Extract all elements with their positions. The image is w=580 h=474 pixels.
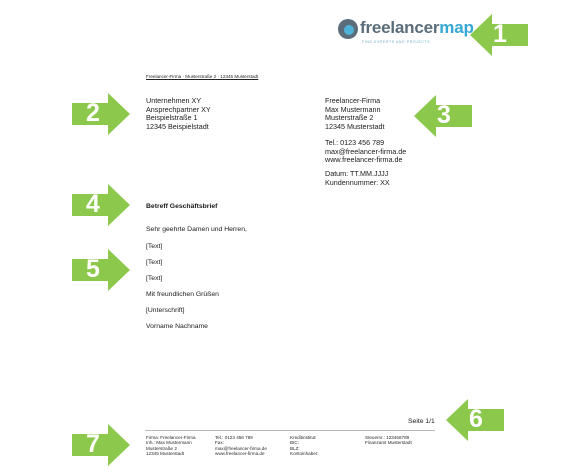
footer-line: BLZ: (290, 445, 300, 451)
footer-line: Steuernr.: 123456789 (365, 435, 410, 440)
sender-line: 12345 Musterstadt (325, 122, 385, 132)
footer-line: www.freelancer-firma.de (215, 451, 265, 457)
annotation-number: 4 (86, 190, 100, 218)
sender-line: Freelancer-Firma (325, 96, 381, 105)
sender-website: www.freelancer-firma.de (325, 155, 403, 165)
salutation: Sehr geehrte Damen und Herren, (146, 226, 247, 233)
sender-line: Musterstraße 2 (325, 113, 374, 123)
footer-line: Musterstraße 2 (146, 445, 177, 451)
recipient-line: Beispielstraße 1 (146, 113, 198, 123)
footer-line: 12345 Musterstadt (146, 451, 185, 457)
footer-line: Kreditinstitut: (290, 435, 317, 440)
letter-subject: Betreff Geschäftsbrief (146, 203, 218, 210)
footer-line: Fax: (215, 440, 224, 446)
footer-line: BIC: (290, 440, 299, 446)
footer-divider (145, 430, 435, 431)
logo-mark-icon (338, 19, 358, 39)
sender-email: max@freelancer-firma.de (325, 146, 407, 156)
footer-company (146, 435, 196, 457)
text-placeholder: [Text] (146, 275, 163, 282)
annotation-arrow-3 (414, 95, 472, 137)
footer-line: Tel.: 0123 456 789 (215, 435, 253, 440)
annotation-arrow-2 (72, 93, 130, 135)
annotation-arrow-5 (72, 249, 130, 291)
footer-line: Finanzamt Musterstadt (365, 440, 412, 446)
sender-line: Max Mustermann (325, 104, 381, 114)
closing-line: Mit freundlichen Grüßen (146, 291, 219, 298)
customer-number: Kundennummer: XX (325, 177, 390, 187)
sender-contact (325, 139, 406, 165)
text-placeholder: [Text] (146, 259, 163, 266)
annotation-number: 5 (86, 255, 100, 283)
annotation-arrow-1 (470, 14, 528, 56)
text-placeholder: [Text] (146, 243, 163, 250)
annotation-number: 7 (86, 430, 100, 458)
sender-return-line: Freelancer-Firma · Musterstraße 2 · 12345 Musterstadt (146, 74, 259, 79)
freelancermap-logo (338, 18, 474, 48)
footer-line: max@freelancer-firma.de (215, 445, 267, 451)
signature-placeholder: [Unterschrift] (146, 307, 185, 314)
recipient-address (146, 97, 211, 132)
footer-tax (365, 435, 412, 446)
footer-bank (290, 435, 319, 457)
annotation-number: 3 (437, 101, 451, 129)
recipient-line: 12345 Beispielstadt (146, 122, 209, 132)
annotation-arrow-7 (72, 424, 130, 466)
annotation-number: 2 (86, 99, 100, 127)
sender-phone: Tel.: 0123 456 789 (325, 138, 385, 147)
annotation-number: 1 (493, 20, 507, 48)
letter-date: Datum: TT.MM.JJJJ (325, 169, 389, 178)
letter-meta (325, 170, 390, 187)
logo-tagline: FIND EXPERTS AND PROJECTS (362, 40, 431, 44)
annotation-arrow-6 (446, 399, 504, 441)
annotation-number: 6 (469, 405, 483, 433)
footer-line: Inh.: Max Mustermann (146, 440, 192, 446)
logo-text-part2: map (439, 18, 474, 37)
recipient-line: Ansprechpartner XY (146, 104, 211, 114)
footer-line: Firma: Freelancer-Firma (146, 435, 196, 440)
footer-line: Kontoinhaber: (290, 451, 319, 457)
annotation-arrow-4 (72, 184, 130, 226)
recipient-line: Unternehmen XY (146, 96, 202, 105)
signer-name: Vorname Nachname (146, 323, 208, 330)
logo-text-part1: freelancer (360, 18, 440, 37)
sender-address (325, 97, 385, 132)
page-number: Seite 1/1 (408, 418, 435, 425)
footer-contact (215, 435, 267, 457)
